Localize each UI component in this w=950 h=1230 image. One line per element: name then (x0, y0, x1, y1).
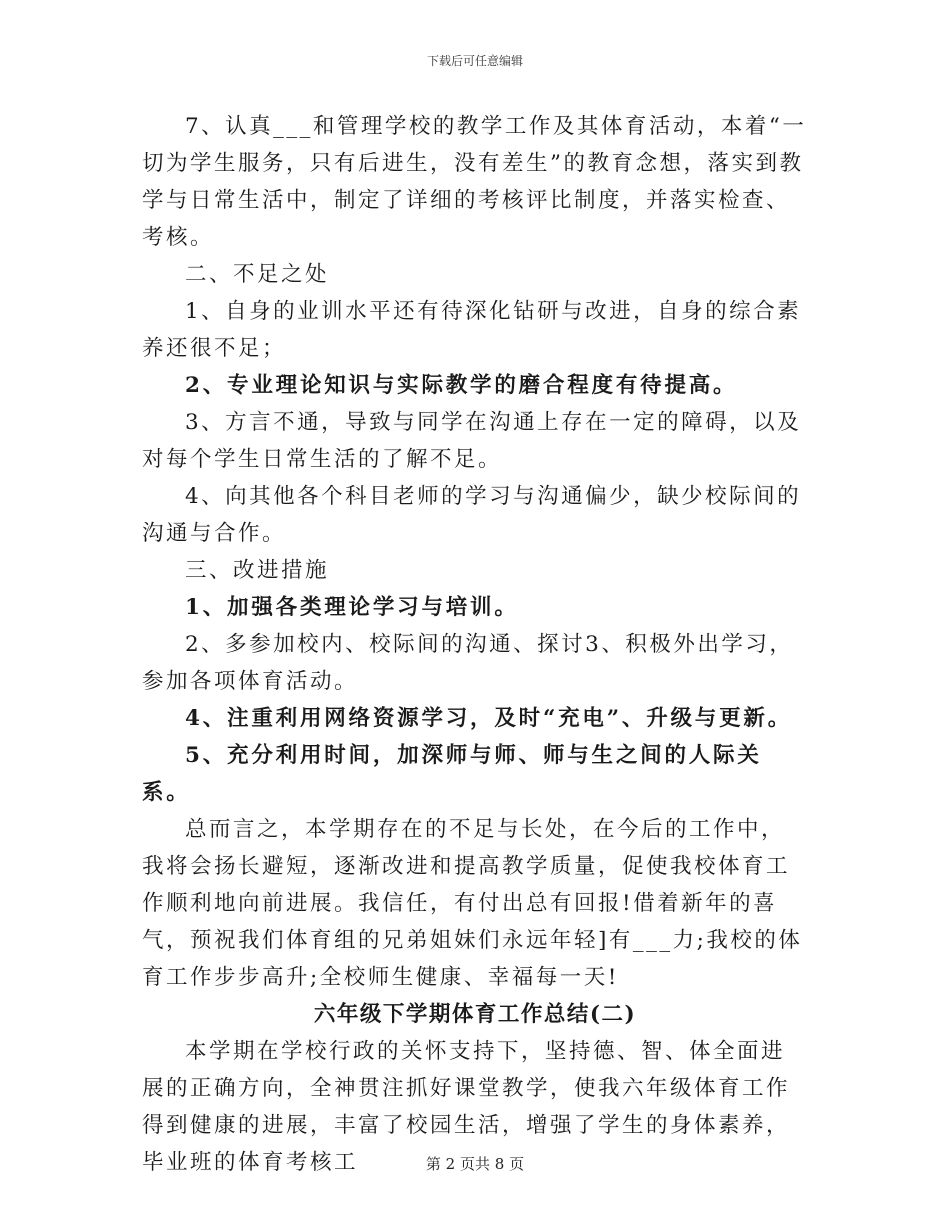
page-header: 下载后可任意编辑 (426, 54, 523, 68)
section-heading-shortcomings: 二、不足之处 (185, 262, 330, 287)
document-body (142, 108, 808, 1181)
section-title-part-two: 六年级下学期体育工作总结(二) (313, 1002, 637, 1027)
paragraph-item-7: 7、认真___和管理学校的教学工作及其体育活动，本着“一切为学生服务，只有后进生，没有差生”的教育念想，落实到教学与日常生活中，制定了详细的考核评比制度，并落实检查、考核。 (142, 114, 807, 250)
shortcoming-4: 4、向其他各个科目老师的学习与沟通偏少，缺少校际间的沟通与合作。 (142, 484, 802, 546)
shortcoming-3: 3、方言不通，导致与同学在沟通上存在一定的障碍，以及对每个学生日常生活的了解不足。 (142, 410, 802, 472)
improvement-1: 1、加强各类理论学习与培训。 (185, 595, 519, 620)
shortcoming-2: 2、专业理论知识与实际教学的磨合程度有待提高。 (185, 373, 738, 398)
improvement-5: 5、充分利用时间，加深师与师、师与生之间的人际关系。 (142, 743, 762, 805)
improvement-2: 2、多参加校内、校际间的沟通、探讨3、积极外出学习，参加各项体育活动。 (142, 632, 794, 694)
conclusion-paragraph: 总而言之，本学期存在的不足与长处，在今后的工作中，我将会扬长避短，逐渐改进和提高教学质量，促使我校体育工作顺利地向前进展。我信任，有付出总有回报!借着新年的喜气，预祝我们体育组的兄弟姐妹们永远年轻]有___力;我校的体育工作步步高升;全校师生健康、幸福每一天! (142, 817, 803, 990)
page-footer: 第 2 页共 8 页 (425, 1155, 525, 1173)
shortcoming-1: 1、自身的业训水平还有待深化钻研与改进，自身的综合素养还很不足； (142, 299, 802, 361)
section-heading-improvements: 三、改进措施 (185, 558, 330, 583)
improvement-4: 4、注重利用网络资源学习，及时“充电”、升级与更新。 (185, 706, 792, 731)
intro-paragraph-part-two: 本学期在学校行政的关怀支持下，坚持德、智、体全面进展的正确方向，全神贯注抓好课堂教学，使我六年级体育工作得到健康的进展，丰富了校园生活，增强了学生的身体素养，毕业班的体育考核工 (142, 1039, 791, 1175)
